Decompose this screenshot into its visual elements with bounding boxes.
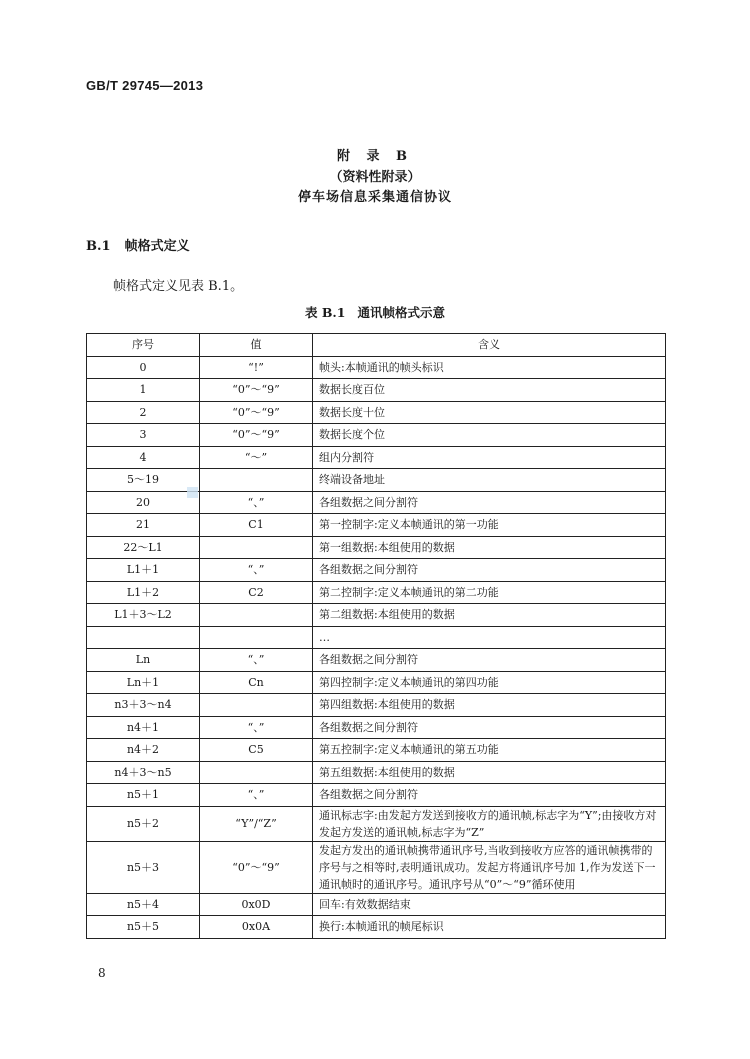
cell-meaning: 第四组数据:本组使用的数据 — [313, 694, 666, 717]
cell-meaning: … — [313, 626, 666, 649]
cell-meaning: 第二组数据:本组使用的数据 — [313, 604, 666, 627]
table-row — [87, 806, 666, 841]
appendix-title: 停车场信息采集通信协议 — [297, 190, 452, 205]
cell-index: 3 — [87, 424, 200, 447]
table-row — [87, 559, 666, 582]
cell-index: L1＋3～L2 — [87, 604, 200, 627]
table-row — [87, 649, 666, 672]
cell-meaning: 第一组数据:本组使用的数据 — [313, 536, 666, 559]
appendix-nature: （资料性附录） — [329, 170, 421, 185]
cell-meaning: 第四控制字:定义本帧通讯的第四功能 — [313, 671, 666, 694]
cell-index: n5＋3 — [87, 841, 200, 893]
cell-meaning: 组内分割符 — [313, 446, 666, 469]
table-row — [87, 716, 666, 739]
cell-index: 5～19 — [87, 469, 200, 492]
cell-index: Ln — [87, 649, 200, 672]
cell-meaning: 发起方发出的通讯帧携带通讯序号,当收到接收方应答的通讯帧携带的序号与之相等时,表明通讯成功。发起方将通讯序号加 1,作为发送下一通讯帧时的通讯序号。通讯序号从“0”～“9”循环使用 — [313, 841, 666, 893]
header-meaning: 含义 — [313, 334, 666, 357]
cell-value: C5 — [200, 739, 313, 762]
cell-value: “、” — [200, 716, 313, 739]
cell-value: “!” — [200, 356, 313, 379]
table-row — [87, 916, 666, 939]
cell-value — [200, 694, 313, 717]
cell-meaning: 数据长度十位 — [313, 401, 666, 424]
cell-value: “、” — [200, 784, 313, 807]
page-number: 8 — [98, 966, 106, 980]
cell-meaning: 各组数据之间分割符 — [313, 649, 666, 672]
table-caption — [0, 303, 750, 321]
section-heading — [86, 235, 190, 254]
cell-value: “Y”/“Z” — [200, 806, 313, 841]
cell-value: “0”～“9” — [200, 841, 313, 893]
cell-value — [200, 469, 313, 492]
table-header-row — [87, 334, 666, 357]
table-row — [87, 739, 666, 762]
cell-index: n4＋2 — [87, 739, 200, 762]
cell-index: 4 — [87, 446, 200, 469]
cell-value — [200, 604, 313, 627]
table-row — [87, 356, 666, 379]
cell-index: 21 — [87, 514, 200, 537]
table-row — [87, 626, 666, 649]
cell-index: L1＋1 — [87, 559, 200, 582]
cell-meaning: 回车:有效数据结束 — [313, 893, 666, 916]
cell-value: C1 — [200, 514, 313, 537]
cell-index: n5＋1 — [87, 784, 200, 807]
cell-value: Cn — [200, 671, 313, 694]
cell-index: n4＋3～n5 — [87, 761, 200, 784]
table-row — [87, 604, 666, 627]
table-row — [87, 581, 666, 604]
cell-meaning: 各组数据之间分割符 — [313, 491, 666, 514]
table-row — [87, 784, 666, 807]
cell-meaning: 第一控制字:定义本帧通讯的第一功能 — [313, 514, 666, 537]
cell-meaning: 各组数据之间分割符 — [313, 559, 666, 582]
cell-index: 0 — [87, 356, 200, 379]
cell-index: n4＋1 — [87, 716, 200, 739]
cell-value — [200, 761, 313, 784]
appendix-label: 附 录 B — [336, 149, 414, 164]
cell-meaning: 终端设备地址 — [313, 469, 666, 492]
cell-meaning: 帧头:本帧通讯的帧头标识 — [313, 356, 666, 379]
cell-value: “0”～“9” — [200, 424, 313, 447]
table-body — [87, 356, 666, 938]
cell-meaning: 数据长度百位 — [313, 379, 666, 402]
table-caption-number: 表 B.1 — [305, 305, 346, 320]
cell-value: “0”～“9” — [200, 401, 313, 424]
cell-index: L1＋2 — [87, 581, 200, 604]
table-caption-title: 通讯帧格式示意 — [357, 305, 445, 320]
table-row — [87, 379, 666, 402]
cell-meaning: 各组数据之间分割符 — [313, 784, 666, 807]
cell-value — [200, 536, 313, 559]
cell-value: C2 — [200, 581, 313, 604]
cell-value: “、” — [200, 559, 313, 582]
table-row — [87, 694, 666, 717]
cell-index — [87, 626, 200, 649]
cell-value: “0”～“9” — [200, 379, 313, 402]
cell-meaning: 换行:本帧通讯的帧尾标识 — [313, 916, 666, 939]
table-row — [87, 671, 666, 694]
cell-index: 1 — [87, 379, 200, 402]
cell-value: “、” — [200, 649, 313, 672]
table-row — [87, 536, 666, 559]
cell-meaning: 各组数据之间分割符 — [313, 716, 666, 739]
section-title: 帧格式定义 — [124, 239, 190, 254]
cell-index: n5＋2 — [87, 806, 200, 841]
cell-value: “～” — [200, 446, 313, 469]
cell-value: 0x0A — [200, 916, 313, 939]
header-value: 值 — [200, 334, 313, 357]
table-row — [87, 491, 666, 514]
cell-index: n5＋5 — [87, 916, 200, 939]
table-row — [87, 761, 666, 784]
watermark-mark — [187, 487, 198, 498]
body-paragraph: 帧格式定义见表 B.1。 — [113, 279, 244, 294]
cell-value: 0x0D — [200, 893, 313, 916]
standard-number: GB/T 29745—2013 — [86, 78, 204, 93]
cell-meaning: 第五控制字:定义本帧通讯的第五功能 — [313, 739, 666, 762]
table-row — [87, 446, 666, 469]
cell-index: Ln＋1 — [87, 671, 200, 694]
table-row — [87, 401, 666, 424]
cell-index: 2 — [87, 401, 200, 424]
frame-format-table — [86, 333, 666, 939]
cell-value: “、” — [200, 491, 313, 514]
table-row — [87, 469, 666, 492]
section-number: B.1 — [86, 239, 111, 254]
cell-index: 20 — [87, 491, 200, 514]
cell-meaning: 通讯标志字:由发起方发送到接收方的通讯帧,标志字为“Y”;由接收方对发起方发送的通讯帧,标志字为“Z” — [313, 806, 666, 841]
cell-index: n5＋4 — [87, 893, 200, 916]
cell-meaning: 第五组数据:本组使用的数据 — [313, 761, 666, 784]
cell-meaning: 第二控制字:定义本帧通讯的第二功能 — [313, 581, 666, 604]
table-row — [87, 893, 666, 916]
table-row — [87, 424, 666, 447]
cell-index: 22～L1 — [87, 536, 200, 559]
table-row — [87, 514, 666, 537]
cell-meaning: 数据长度个位 — [313, 424, 666, 447]
table-row — [87, 841, 666, 893]
header-index: 序号 — [87, 334, 200, 357]
cell-index: n3＋3～n4 — [87, 694, 200, 717]
cell-value — [200, 626, 313, 649]
